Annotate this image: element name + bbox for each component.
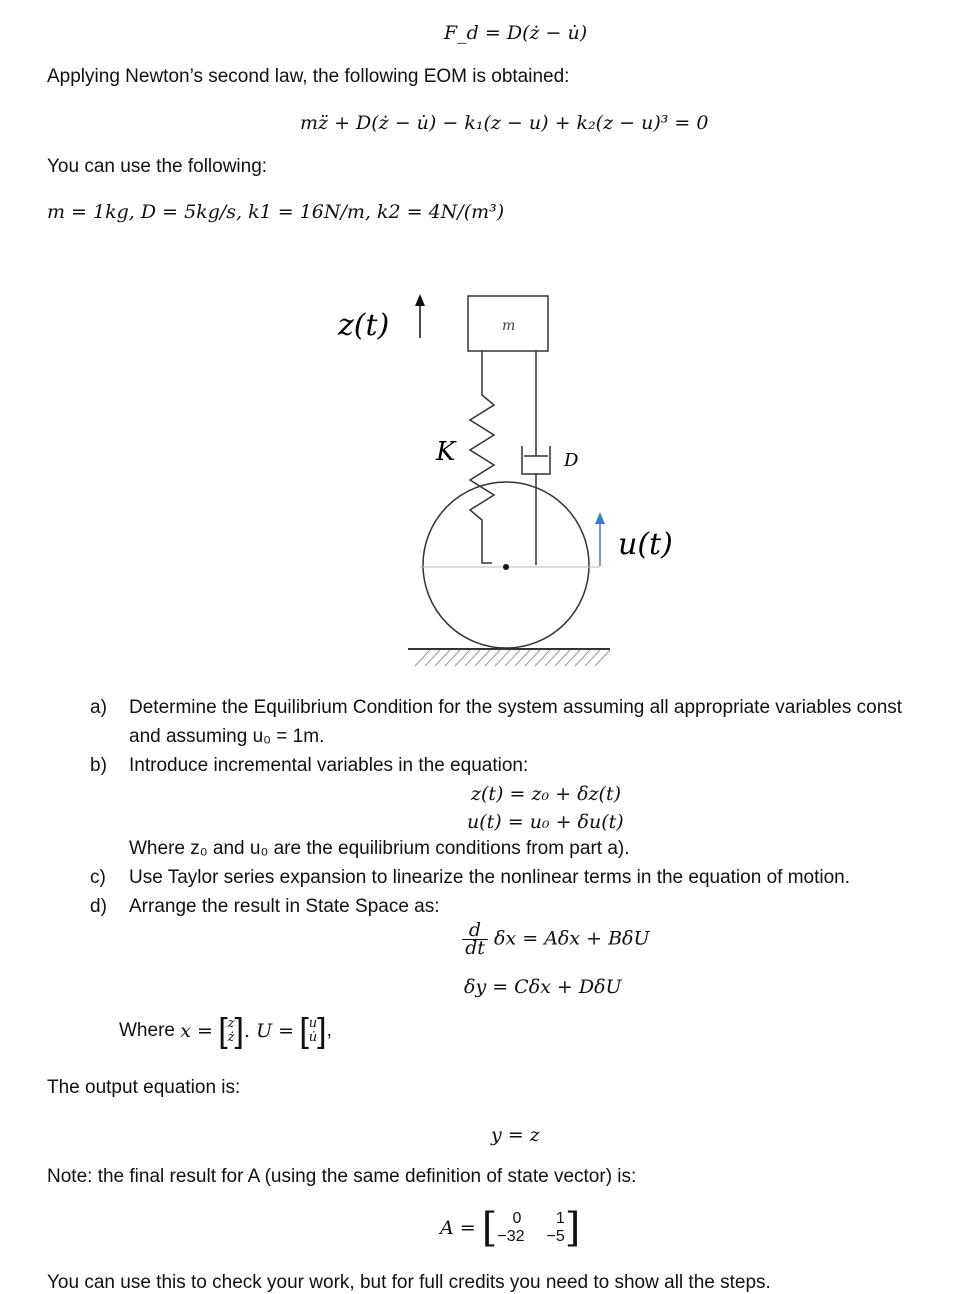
a-matrix-cell: 0 bbox=[512, 1210, 522, 1227]
incremental-equation-u: u(t) = u₀ + δu(t) bbox=[467, 811, 624, 833]
state-eq-rest: δx = Aδx + BδU bbox=[494, 927, 650, 950]
u-label: u(t) bbox=[618, 527, 673, 562]
a-matrix-bracket-left: [ bbox=[481, 1205, 498, 1251]
where-x-prefix: Where bbox=[119, 1020, 175, 1041]
question-d-label: d) bbox=[90, 896, 107, 917]
u-eq: . U = bbox=[243, 1020, 295, 1042]
eom-equation: mz̈ + D(ż − u̇) − k₁(z − u) + k₂(z − u)³ = 0 bbox=[300, 112, 709, 134]
question-c-label: c) bbox=[90, 867, 106, 888]
note-text: Note: the final result for A (using the same definition of state vector) is: bbox=[47, 1166, 637, 1187]
spring bbox=[470, 351, 494, 563]
final-note-text: You can use this to check your work, but for full credits you need to show all the steps. bbox=[47, 1272, 771, 1293]
a-matrix-cell: −32 bbox=[497, 1228, 525, 1245]
spring-label: K bbox=[436, 437, 456, 467]
state-eq-d: d bbox=[462, 922, 488, 940]
u-vector-bracket-right: ] bbox=[317, 1012, 327, 1050]
output-state-equation: δy = Cδx + DδU bbox=[464, 976, 622, 998]
question-b-label: b) bbox=[90, 755, 107, 776]
question-c-text: Use Taylor series expansion to linearize the nonlinear terms in the equation of motion. bbox=[129, 867, 850, 888]
incremental-equation-z: z(t) = z₀ + δz(t) bbox=[471, 783, 622, 805]
state-equation bbox=[462, 919, 650, 959]
output-equation-text: The output equation is: bbox=[47, 1077, 241, 1098]
u-suffix: , bbox=[326, 1020, 332, 1041]
use-following-text: You can use the following: bbox=[47, 156, 268, 177]
question-d-text: Arrange the result in State Space as: bbox=[129, 896, 440, 917]
where-x-definition bbox=[119, 1014, 332, 1048]
u-vector-top: u bbox=[308, 1016, 318, 1031]
ground-hatch bbox=[415, 650, 610, 666]
where-x-eq: x = bbox=[180, 1020, 213, 1042]
z-label: z(t) bbox=[338, 308, 390, 343]
state-eq-dt: dt bbox=[465, 937, 485, 959]
x-vector-top: z bbox=[227, 1016, 235, 1031]
question-a-label: a) bbox=[90, 697, 107, 718]
a-matrix-equation bbox=[440, 1205, 581, 1251]
damping-force-equation: F_d = D(ż − u̇) bbox=[444, 22, 588, 44]
damper-label: D bbox=[564, 450, 579, 471]
output-equation: y = z bbox=[491, 1124, 540, 1146]
wheel-center bbox=[503, 564, 509, 570]
a-matrix-cell: −5 bbox=[546, 1228, 565, 1245]
u-vector-bracket-left: [ bbox=[299, 1012, 309, 1050]
quarter-car-diagram bbox=[320, 280, 740, 680]
intro-text: Applying Newton’s second law, the following EOM is obtained: bbox=[47, 66, 570, 87]
question-b-text: Introduce incremental variables in the equation: bbox=[129, 755, 529, 776]
a-matrix-cell: 1 bbox=[555, 1210, 565, 1227]
x-vector-bracket-left: [ bbox=[218, 1012, 228, 1050]
u-vector-bottom: u̇ bbox=[308, 1030, 318, 1045]
question-a-text: Determine the Equilibrium Condition for the system assuming all appropriate variables const bbox=[129, 697, 903, 718]
mass-label: m bbox=[502, 318, 516, 334]
where-equilibrium-text: Where z₀ and u₀ are the equilibrium conditions from part a). bbox=[129, 838, 630, 859]
a-matrix-bracket-right: ] bbox=[564, 1205, 581, 1251]
a-matrix bbox=[497, 1210, 564, 1246]
a-label: A = bbox=[440, 1217, 476, 1239]
z-arrow-head bbox=[415, 294, 425, 306]
x-vector-bottom: ż bbox=[227, 1030, 235, 1045]
parameters: m = 1kg, D = 5kg/s, k1 = 16N/m, k2 = 4N/(m³) bbox=[47, 201, 505, 223]
u-arrow-head bbox=[595, 512, 605, 524]
x-vector-bracket-right: ] bbox=[234, 1012, 244, 1050]
question-a-text-2: and assuming u₀ = 1m. bbox=[129, 726, 325, 747]
